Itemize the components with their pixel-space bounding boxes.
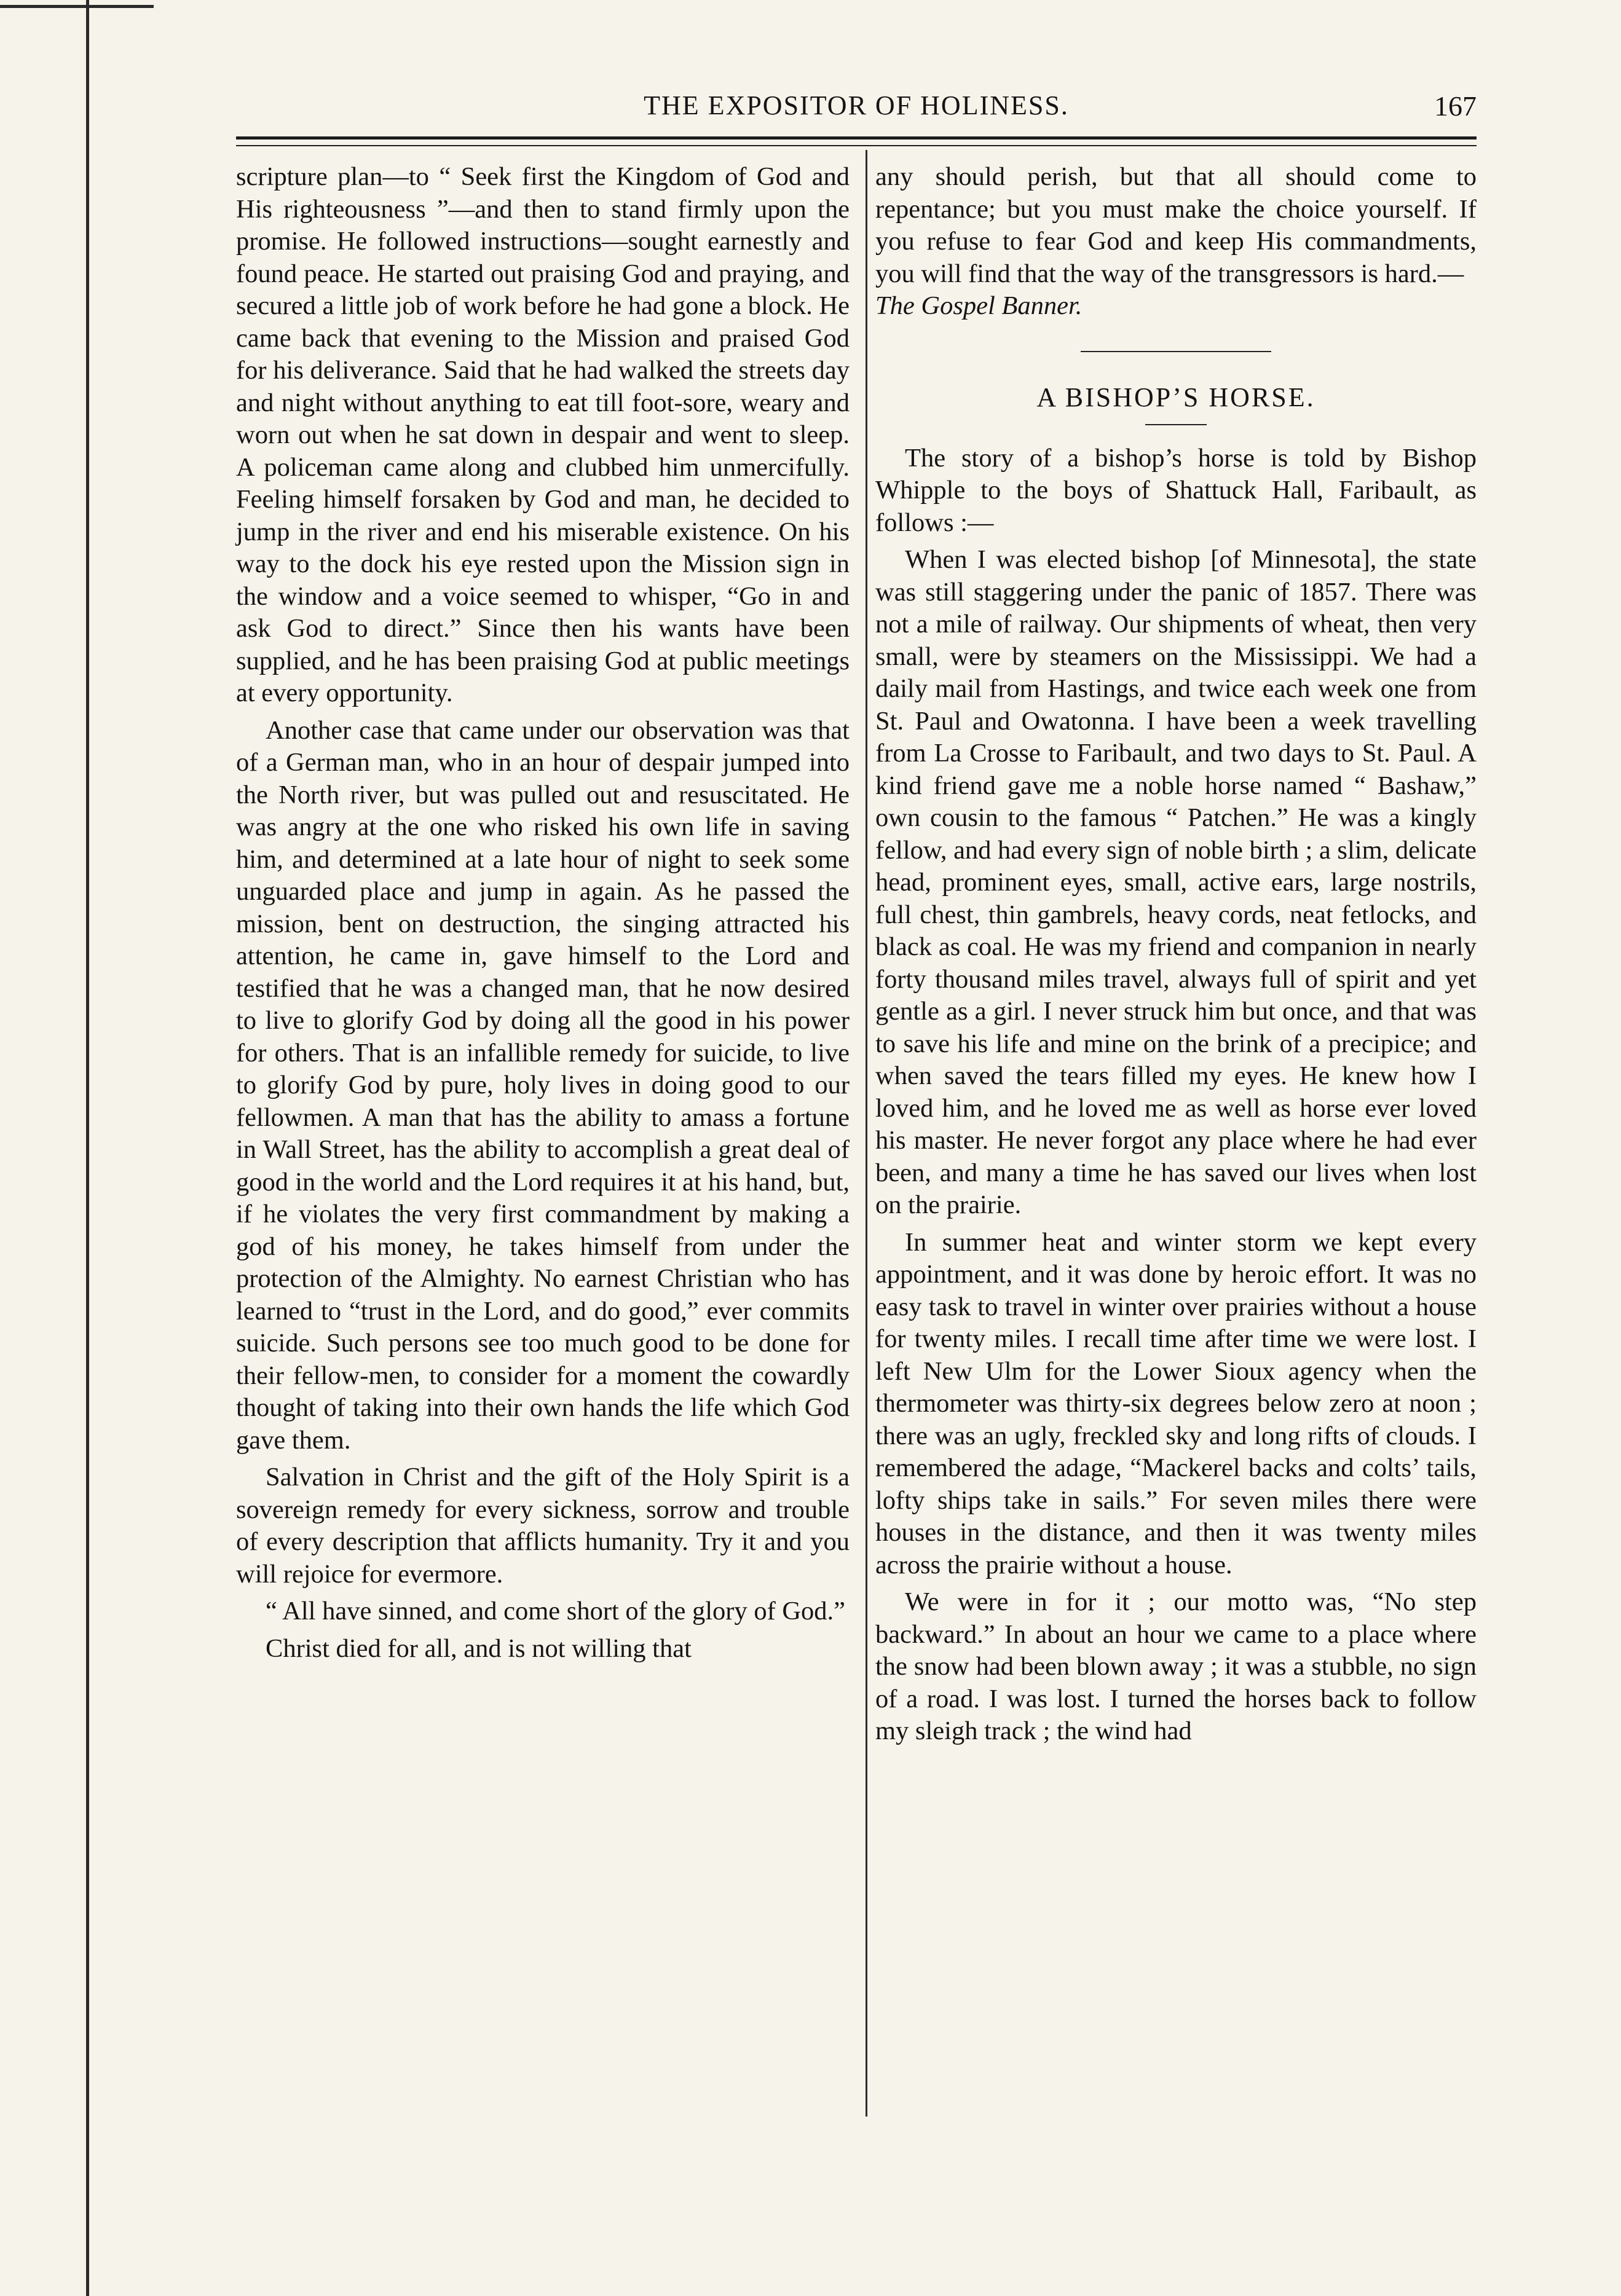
paragraph: We were in for it ; our motto was, “No step backward.” In about an hour we came to a place where the snow had been blown away ; it was a stubble, no sign of a road. I was lost. I turned the horses back to follow my sleigh track ; the wind had <box>875 1587 1477 1745</box>
continuation-text: any should perish, but that all should come to repentance; but you must make the choice yourself. If you refuse to fear God and keep His commandments, you will find that the way of the transgressors is hard.— <box>875 162 1477 288</box>
paragraph: When I was elected bishop [of Minnesota], the state was still staggering under the panic of 1857. There was not a mile of railway. Our shipments of wheat, then very small, were by steamers on the Mississippi. We had a daily mail from Hastings, and twice each week one from St. Paul and Owatonna. I have been a week travelling from La Crosse to Faribault, and two days to St. Paul. A kind friend gave me a noble horse named “ Bashaw,” own cousin to the famous “ Patchen.” He was a kingly fellow, and had every sign of noble birth ; a slim, delicate head, prominent eyes, small, active ears, large nostrils, full chest, thin gambrels, heavy cords, neat fetlocks, and black as coal. He was my friend and companion in nearly forty thousand miles travel, always full of spirit and yet gentle as a girl. I never struck him but once, and that was to save his life and mine on the brink of a precipice; and when saved the tears filled my eyes. He knew how I loved him, and he loved me as well as horse ever loved his master. He never forgot any place where he had ever been, and many a time he has saved our lives when lost on the prairie. <box>875 545 1477 1219</box>
binding-edge-top-rule <box>0 5 154 8</box>
column-divider <box>866 150 867 2117</box>
source-credit: The Gospel Banner. <box>875 291 1083 320</box>
left-column <box>236 161 850 1670</box>
title-underline-rule <box>1145 424 1207 425</box>
paragraph: scripture plan—to “ Seek first the Kingdom of God and His righteousness ”—and then to stand firmly upon the promise. He followed instructions—sought earnestly and found peace. He started out praising God and praying, and secured a little job of work before he had gone a block. He came back that evening to the Mission and praised God for his deliverance. Said that he had walked the streets day and night without anything to eat till foot-sore, weary and worn out when he sat down in despair and went to sleep. A policeman came along and clubbed him unmercifully. Feeling himself forsaken by God and man, he decided to jump in the river and end his miserable existence. On his way to the dock his eye rested upon the Mission sign in the window and a voice seemed to whisper, “Go in and ask God to direct.” Since then his wants have been supplied, and he has been praising God at public meetings at every opportunity. <box>236 162 850 707</box>
continuation-paragraph <box>875 161 1477 323</box>
page-number: 167 <box>1434 90 1477 122</box>
binding-edge-rule <box>86 0 89 2296</box>
paragraph: Christ died for all, and is not willing that <box>266 1634 692 1663</box>
header-rule-thin <box>236 145 1477 146</box>
paragraph: Another case that came under our observation was that of a German man, who in an hour of despair jumped into the North river, but was pulled out and resuscitated. He was angry at the one who risked his own life in saving him, and determined at a late hour of night to seek some unguarded place and jump in again. As he passed the mission, bent on destruction, the singing attracted his attention, he came in, gave himself to the Lord and testified that he was a changed man, that he now desired to live to glorify God by doing all the good in his power for others. That is an infallible remedy for suicide, to live to glorify God by pure, holy lives in doing good to our fellowmen. A man that has the ability to amass a fortune in Wall Street, has the ability to accomplish a great deal of good in the world and the Lord requires it at his hand, but, if he violates the very first commandment by making a god of his money, he takes himself from under the protection of the Almighty. No earnest Christian who has learned to “trust in the Lord, and do good,” ever commits suicide. Such persons see too much good to be done for their fellow-men, to consider for a moment the cowardly thought of taking into their own hands the life which God gave them. <box>236 715 850 1455</box>
page-header <box>236 90 1477 133</box>
section-separator <box>1081 351 1271 352</box>
header-rule-thick <box>236 136 1477 140</box>
paragraph: The story of a bishop’s horse is told by Bishop Whipple to the boys of Shattuck Hall, Faribault, as follows :— <box>875 443 1477 537</box>
paragraph: Salvation in Christ and the gift of the Holy Spirit is a sovereign remedy for every sickness, sorrow and trouble of every description that afflicts humanity. Try it and you will rejoice for evermore. <box>236 1463 850 1589</box>
right-column <box>875 161 1477 1753</box>
running-title: THE EXPOSITOR OF HOLINESS. <box>644 90 1069 120</box>
article-title: A BISHOP’S HORSE. <box>1036 382 1315 412</box>
paragraph: “ All have sinned, and come short of the glory of God.” <box>266 1597 846 1626</box>
paragraph: In summer heat and winter storm we kept every appointment, and it was done by heroic effort. It was no easy task to travel in winter over prairies without a house for twenty miles. I recall time after time we were lost. I left New Ulm for the Lower Sioux agency when the thermometer was thirty-six degrees below zero at noon ; there was an ugly, freckled sky and long rifts of clouds. I remembered the adage, “Mackerel backs and colts’ tails, lofty ships take in sails.” For seven miles there were houses in the distance, and then it was twenty miles across the prairie without a house. <box>875 1227 1477 1579</box>
